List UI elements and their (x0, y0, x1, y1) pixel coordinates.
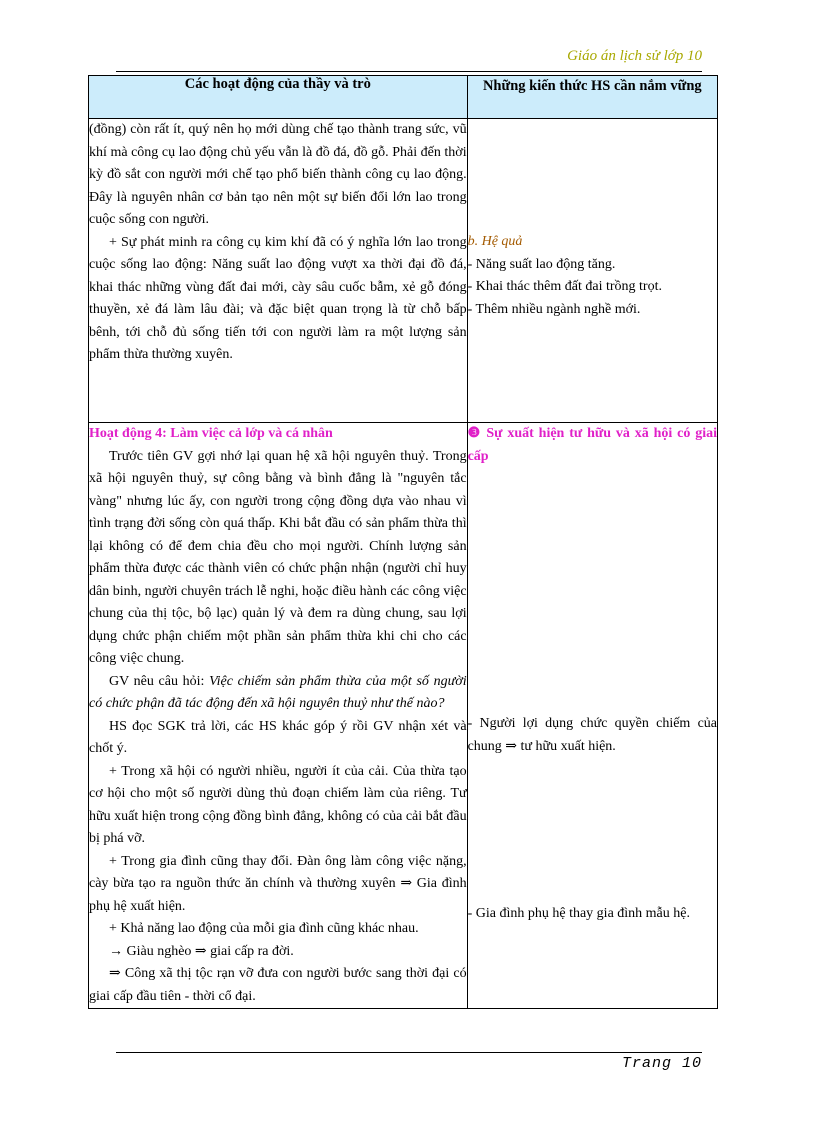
row2-left-cell (89, 423, 468, 1009)
page-number: Trang 10 (621, 1055, 702, 1072)
list-item: - Thêm nhiều ngành nghề mới. (467, 301, 641, 317)
question-paragraph (89, 671, 467, 716)
row2-paragraph: ⇒ Công xã thị tộc rạn vỡ đưa con người bước sang thời đại có giai cấp đầu tiên - thời cổ đại. (89, 966, 467, 1004)
table-header-row (89, 76, 718, 119)
row2-paragraph: → Giàu nghèo ⇒ giai cấp ra đời. (109, 943, 294, 959)
row1-left-cell (89, 119, 468, 423)
list-item: - Gia đình phụ hệ thay gia đình mẫu hệ. (467, 906, 690, 921)
list-item: - Khai thác thêm đất đai trồng trọt. (467, 279, 662, 294)
list-item: - Năng suất lao động tăng. (467, 256, 616, 272)
row2-paragraph: + Trong xã hội có người nhiều, người ít của cải. Của thừa tạo cơ hội cho một số người dùng thủ đoạn chiếm làm của riêng. Tư hữu xuất hiện trong cộng đồng bình đẳng, không có của cải bắt đầu bị phá vỡ. (89, 763, 467, 846)
col1-header: Các hoạt động của thầy và trò (89, 76, 468, 119)
table-row (89, 119, 718, 423)
header-rule (116, 71, 702, 72)
table-row (89, 423, 718, 1009)
row2-paragraph: + Khả năng lao động của mỗi gia đình cũng khác nhau. (109, 921, 419, 936)
row2-right-cell (467, 423, 717, 1009)
col2-header-text: Những kiến thức HS cần nắm vững (482, 78, 702, 94)
row1-right-cell (467, 119, 717, 423)
document-header-title: Giáo án lịch sử lớp 10 (567, 48, 702, 64)
row1-paragraph: (đồng) còn rất ít, quý nên họ mới dùng chế tạo thành trang sức, vũ khí mà công cụ lao động chủ yếu vẫn là đồ đá, đồ gỗ. Phải đến thời kỳ đồ sắt con người mới chế tạo phổ biến thành công cụ lao động. Đây là nguyên nhân cơ bản tạo nên một sự biến đổi lớn lao trong cuộc sống con người. (89, 122, 467, 227)
row2-paragraph: + Trong gia đình cũng thay đổi. Đàn ông làm công việc nặng, cày bừa tạo ra nguồn thức ăn chính và thường xuyên ⇒ Gia đình phụ hệ xuất hiện. (89, 853, 467, 914)
footer-rule (116, 1052, 702, 1053)
row1-paragraph: + Sự phát minh ra công cụ kim khí đã có ý nghĩa lớn lao trong cuộc sống lao động: Năng suất lao động vượt xa thời đại đồ đá, khai thác những vùng đất đai mới, cày sâu cuốc bẫm, xẻ gỗ đóng thuyền, xẻ đá làm lâu đài; và đặc biệt quan trọng là từ chỗ bấp bênh, tới chỗ đủ sống tiến tới con người làm ra một lượng sản phẩm thừa thường xuyên. (89, 234, 467, 362)
question-text: Việc chiếm sản phẩm thừa của một số người có chức phận đã tác động đến xã hội nguyên thuỷ như thế nào? (89, 673, 467, 711)
list-item: - Người lợi dụng chức quyền chiếm của chung ⇒ tư hữu xuất hiện. (467, 716, 717, 754)
row2-paragraph: HS đọc SGK trả lời, các HS khác góp ý rồi GV nhận xét và chốt ý. (89, 718, 467, 756)
activity-title: Hoạt động 4: Làm việc cả lớp và cá nhân (89, 426, 333, 441)
question-lead: GV nêu câu hỏi: (109, 673, 210, 689)
row2-paragraph: Trước tiên GV gợi nhớ lại quan hệ xã hội nguyên thuỷ. Trong xã hội nguyên thuỷ, sự công bằng và bình đẳng là "nguyên tắc vàng" nhưng lúc ấy, con người trong cộng đồng dựa vào nhau vì tình trạng đời sống còn quá thấp. Khi bắt đầu có sản phẩm thừa thì lại không có để đem chia đều cho mọi người. Chính lượng sản phẩm thừa được các thành viên có chức phận nhận (người chỉ huy dân binh, người chuyên trách lễ nghi, hoặc điều hành các công việc chung của thị tộc, bộ lạc) quản lý và đem ra dùng chung, sau lợi dụng chức phận chiếm một phần sản phẩm thừa khi chi cho các công việc chung. (89, 448, 467, 666)
col2-header (467, 76, 717, 119)
consequence-heading: b. Hệ quả (467, 234, 523, 249)
lesson-table (88, 75, 718, 1009)
section-heading: ❸ Sự xuất hiện tư hữu và xã hội có giai cấp (467, 426, 717, 464)
